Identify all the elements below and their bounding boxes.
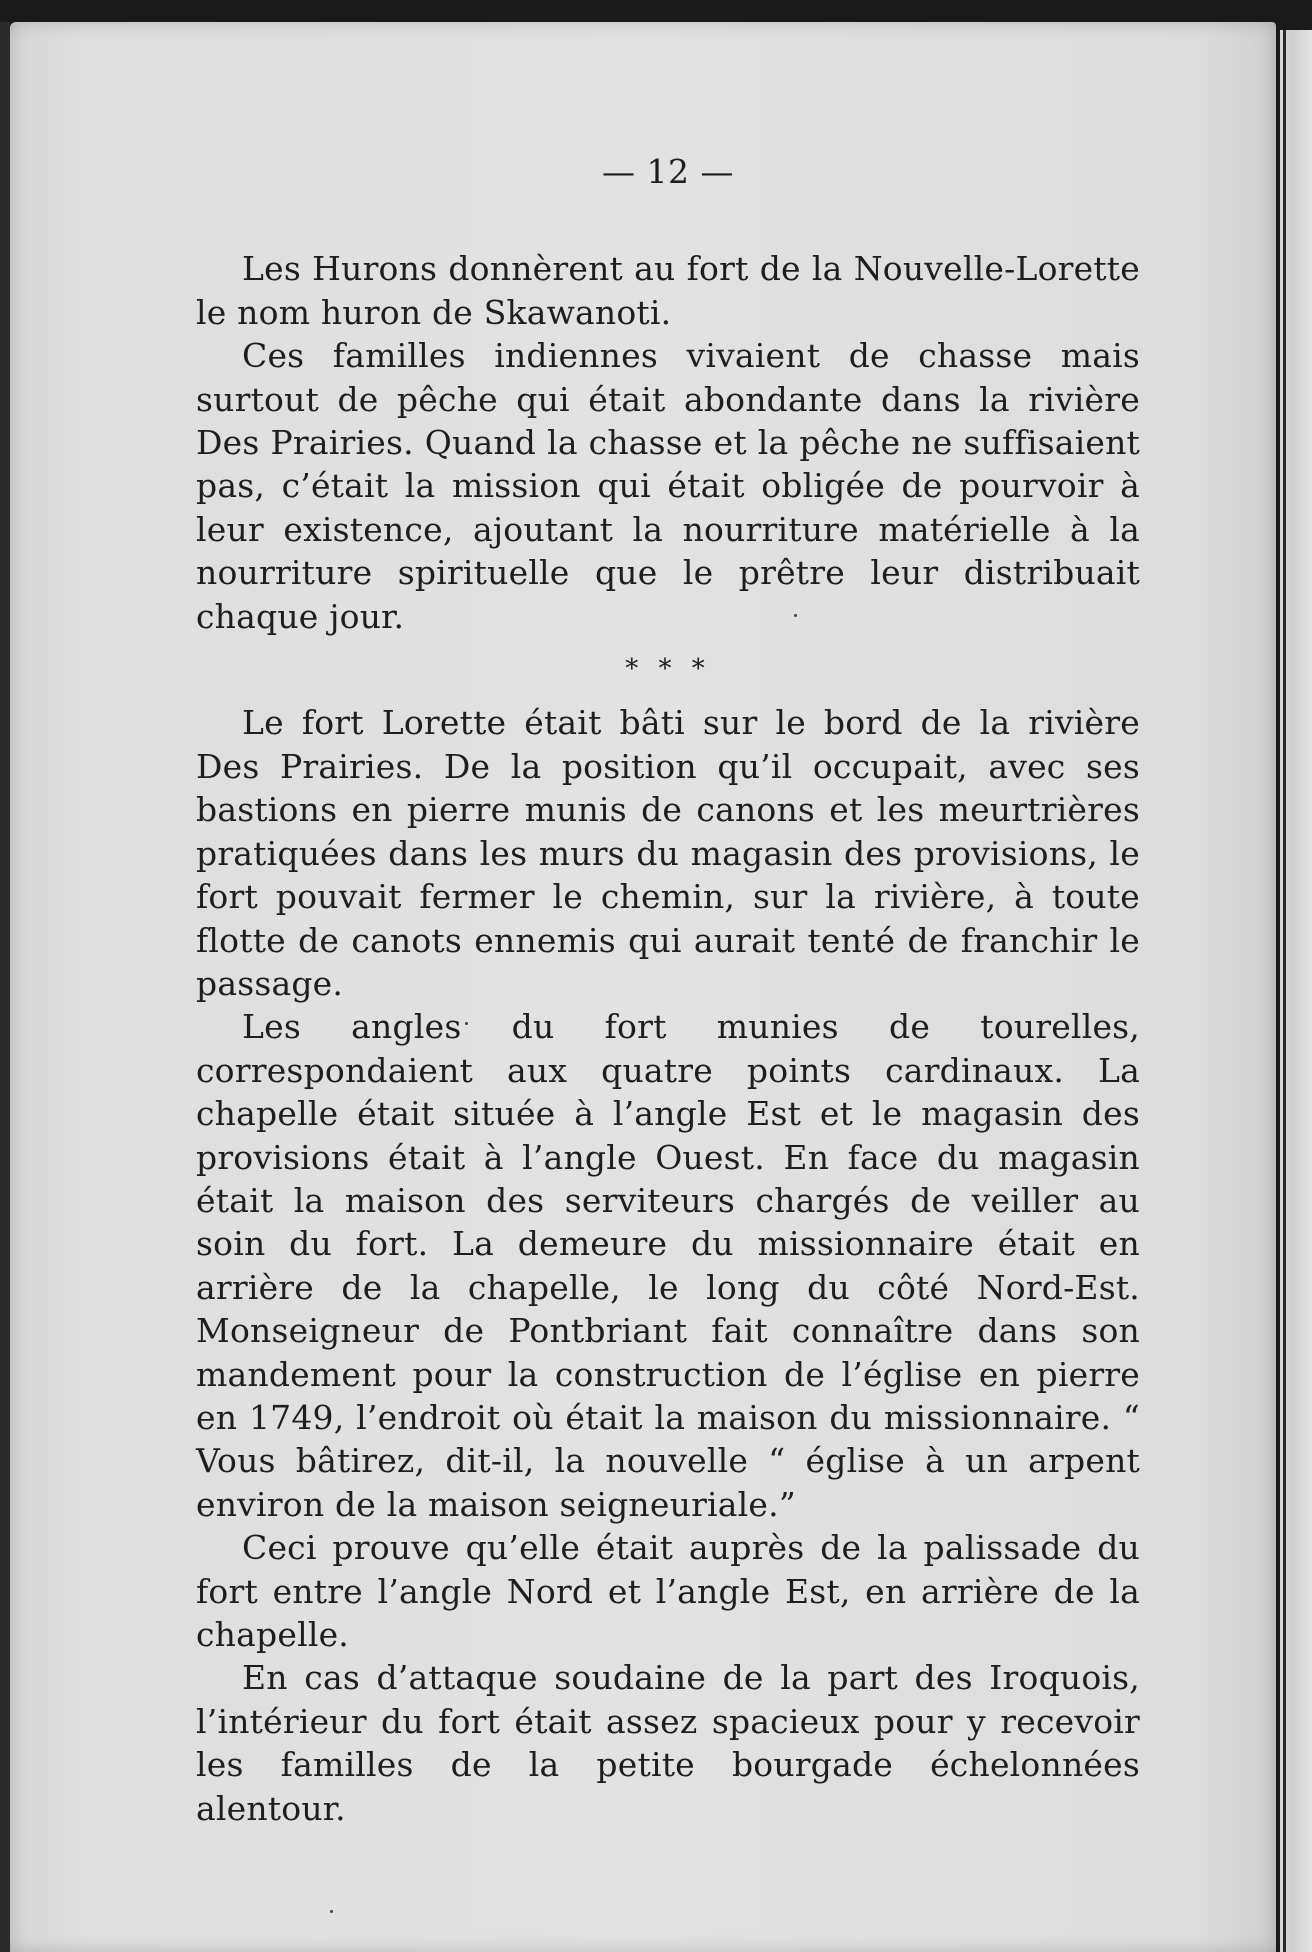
paragraph: Le fort Lorette était bâti sur le bord de la rivière Des Prairies. De la position qu’il occupait, avec ses bastions en pierre munis de canons et les meurtrières pratiquées dans les murs du magasin des provisions, le fort pouvait fermer le chemin, sur la rivière, à toute flotte de canots ennemis qui aurait tenté de franchir le passage. [196, 703, 1140, 1003]
paragraph: Ceci prouve qu’elle était auprès de la palissade du fort entre l’angle Nord et l’angle Est, en arrière de la chapelle. [196, 1528, 1140, 1654]
paragraph: Ces familles indiennes vivaient de chasse mais surtout de pêche qui était abondante dans la rivière Des Prairies. Quand la chasse et la pêche ne suffisaient pas, c’était la mission qui était obligée de pourvoir à leur existence, ajoutant la nourriture matérielle à la nourriture spirituelle que le prêtre leur distribuait chaque jour. [196, 336, 1140, 636]
paragraph: En cas d’attaque soudaine de la part des Iroquois, l’intérieur du fort était assez spacieux pour y recevoir les familles de la petite bourgade échelonnées alentour. [196, 1658, 1140, 1828]
page-gutter-line [1283, 30, 1286, 1952]
page-number: — 12 — [602, 152, 734, 191]
paragraph: Les Hurons donnèrent au fort de la Nouvelle-Lorette le nom huron de Skawanoti. [196, 249, 1140, 332]
scan-left-edge [0, 22, 10, 1952]
section-separator: * * * [625, 654, 711, 685]
next-page-edge [1280, 30, 1312, 1952]
paragraph: Les angles du fort munies de tourelles, correspondaient aux quatre points cardinaux. La chapelle était située à l’angle Est et le magasin des provisions était à l’angle Ouest. En face du magasin était la maison des serviteurs chargés de veiller au soin du fort. La demeure du missionnaire était en arrière de la chapelle, le long du côté Nord-Est. Monseigneur de Pontbriant fait connaître dans son mandement pour la construction de l’église en pierre en 1749, l’endroit où était la maison du missionnaire. “ Vous bâtirez, dit-il, la nouvelle “ église à un arpent environ de la maison seigneuriale.” [196, 1007, 1140, 1524]
page-text [196, 150, 1140, 1830]
paper-speck [330, 1910, 333, 1913]
